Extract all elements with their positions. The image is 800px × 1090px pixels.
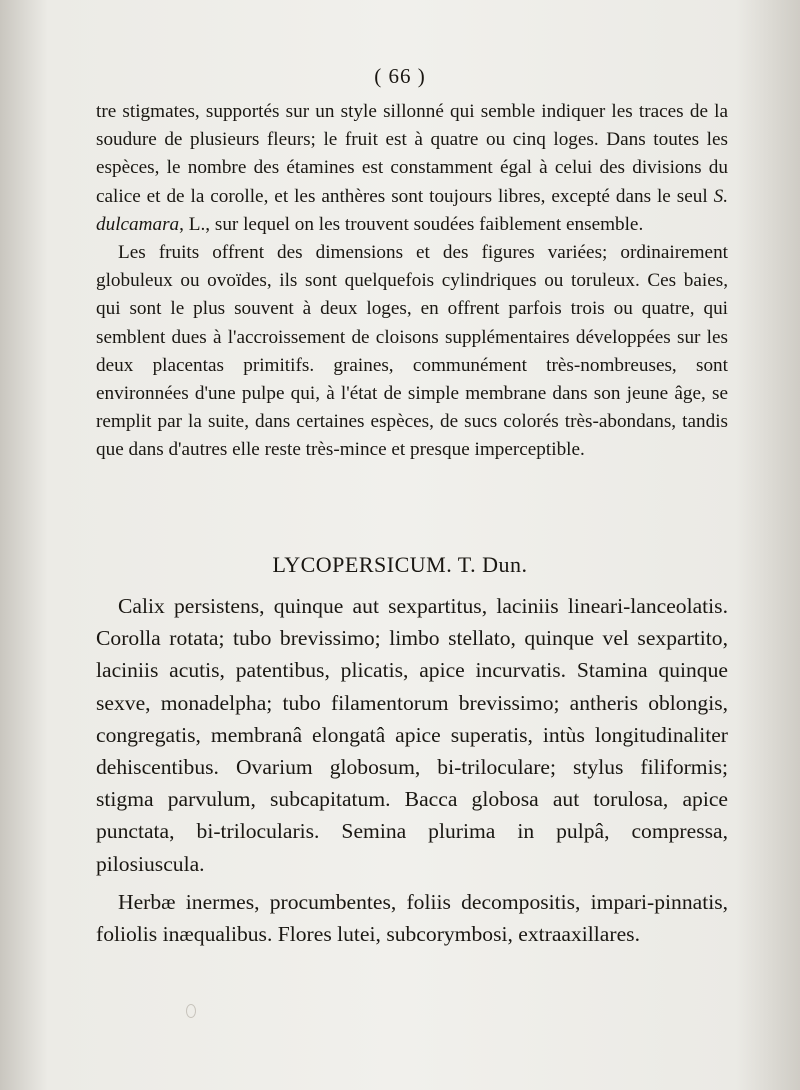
page-number: ( 66 ) <box>374 64 426 88</box>
species-name-italic: S. dulcamara <box>96 185 728 235</box>
latin-description <box>96 590 728 950</box>
french-paragraph-2: Les fruits offrent des dimensions et des figures variées; ordinairement globuleux ou ovoïdes, ils sont quelquefois cylindriques ou toruleux. Ces baies, qui sont le plus souvent à deux loges, en offrent parfois trois ou quatre, qui semblent dues à l'accroissement de cloisons supplémentaires développées sur les deux placentas primitifs. graines, communément très-nombreuses, sont environnées d'une pulpe qui, à l'état de simple membrane dans son jeune âge, se remplit par la suite, dans certaines espèces, de sucs colorés très-abondans, tandis que dans d'autres elle reste très-mince et presque imperceptible. <box>96 242 728 461</box>
french-paragraph-1 <box>96 98 728 239</box>
french-description <box>96 98 728 465</box>
genus-heading: LYCOPERSICUM. T. Dun. <box>272 552 528 577</box>
latin-paragraph-2: Herbæ inermes, procumbentes, foliis decompositis, impari-pinnatis, foliolis inæqualibus. Flores lutei, subcorymbosi, extraaxillares. <box>96 889 728 947</box>
latin-paragraph-1: Calix persistens, quinque aut sexpartitus, laciniis lineari-lanceolatis. Corolla rotata; tubo brevissimo; limbo stellato, quinque vel sexpartito, laciniis acutis, patentibus, plicatis, apice incurvatis. Stamina quinque sexve, monadelpha; tubo filamentorum brevissimo; antheris oblongis, congregatis, membranâ elongatâ apice superatis, intùs longitudinaliter dehiscentibus. Ovarium globosum, bi-triloculare; stylus filiformis; stigma parvulum, subcapitatum. Bacca globosa aut torulosa, apice punctata, bi-trilocularis. Semina plurima in pulpâ, compressa, pilosiuscula. <box>96 594 728 876</box>
french-paragraph-1-tail: , L., sur lequel on les trouvent soudées faiblement ensemble. <box>179 213 644 235</box>
french-paragraph-1-text: tre stigmates, supportés sur un style sillonné qui semble indiquer les traces de la soudure de plusieurs fleurs; le fruit est à quatre ou cinq loges. Dans toutes les espèces, le nombre des étamines est constamment égal à celui des divisions du calice et de la corolle, et les anthères sont toujours libres, excepté dans le seul <box>96 101 728 207</box>
show-through-mark <box>186 1004 196 1018</box>
